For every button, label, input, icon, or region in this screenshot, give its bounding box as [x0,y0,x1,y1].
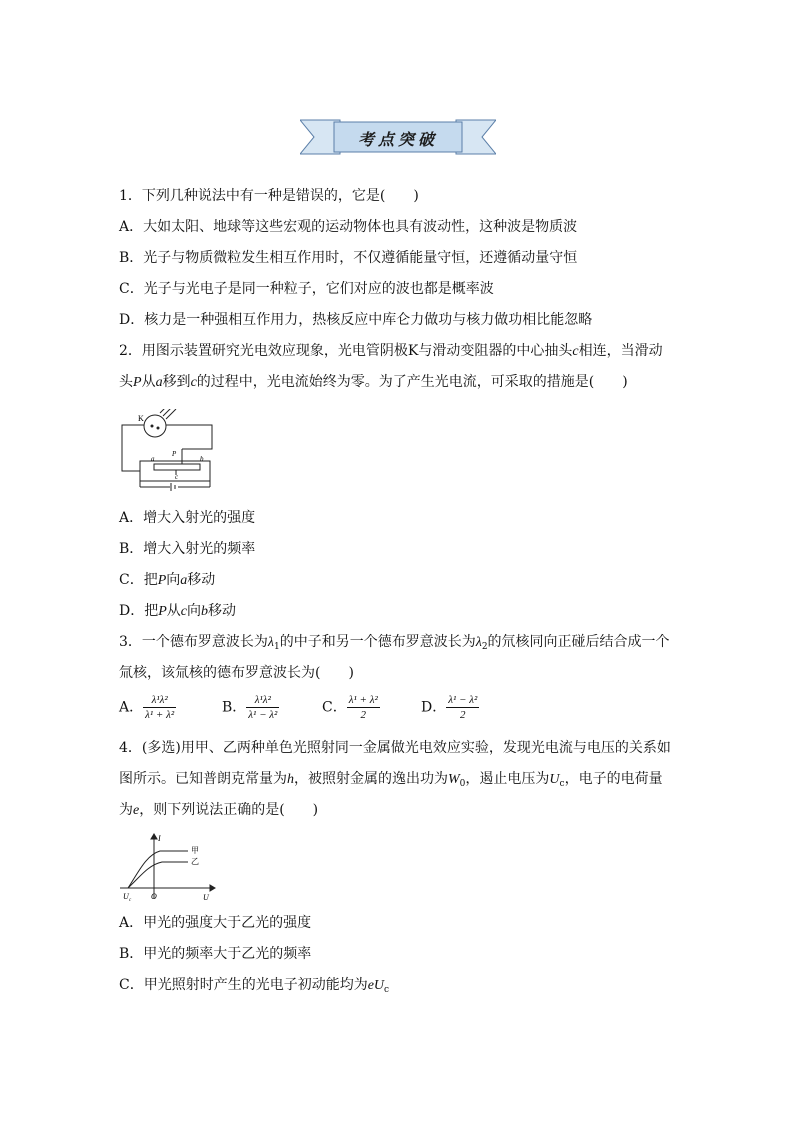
banner-title: 考点突破 [357,130,438,149]
q4-option-a: A．甲光的强度大于乙光的强度 [119,915,312,931]
q2-option-a: A．增大入射光的强度 [119,510,256,526]
label-a: a [151,455,155,463]
label-uc: U [123,892,129,901]
label-u: U [203,893,209,902]
q3-stem-line1: 3．一个德布罗意波长为$\lambda_1$的中子和另一个德布罗意波长为$\lambda_2$的氘核同向正碰后结合成一个 [119,634,670,652]
curve-yi [128,862,188,888]
q1-option-c: C．光子与光电子是同一种粒子，它们对应的波也都是概率波 [119,281,494,297]
current-voltage-graph [118,833,218,903]
q3-option-d: D． $\frac{\text{λ¹ − λ²}}{2}$ [421,694,478,721]
curve-jia [128,851,188,888]
q1-stem: 1．下列几种说法中有一种是错误的，它是( ) [119,188,419,204]
label-c: c [175,473,179,481]
q4-stem-line2: 图所示。已知普朗克常量为h，被照射金属的逸出功为$W_0$，遏止电压为$U_c$，电子的电荷量 [119,771,663,789]
label-i: I [158,834,161,843]
q2-option-c: C．把P向a移动 [119,572,216,588]
q1-option-a: A．大如太阳、地球等这些宏观的运动物体也具有波动性，这种波是物质波 [119,219,578,235]
photoelectric-circuit-diagram [118,409,218,497]
q3-stem-line2: 氚核，该氚核的德布罗意波长为( ) [119,665,354,681]
q1-option-d: D．核力是一种强相互作用力，热核反应中库仑力做功与核力做功相比能忽略 [119,312,593,328]
label-jia: 甲 [191,846,199,855]
label-k: K [138,414,144,423]
q4-stem-line3: 为e，则下列说法正确的是( ) [119,802,319,818]
section-banner [300,118,496,156]
q3-option-a: A． $\frac{\text{λ¹λ²}}{\text{λ¹ + λ²}}$ [119,694,175,721]
q4-stem-line1: 4．(多选)用甲、乙两种单色光照射同一金属做光电效应实验，发现光电流与电压的关系如 [119,740,671,756]
q2-stem-line1: 2．用图示装置研究光电效应现象，光电管阴极K与滑动变阻器的中心抽头c相连，当滑动 [119,343,663,359]
q4-option-b: B．甲光的频率大于乙光的频率 [119,946,312,962]
q1-option-b: B．光子与物质微粒发生相互作用时，不仅遵循能量守恒，还遵循动量守恒 [119,250,578,266]
label-uc-sub: c [129,898,132,903]
label-p: P [172,450,177,458]
q3-option-b: B． $\frac{\text{λ¹λ²}}{\text{λ¹ − λ²}}$ [222,694,278,721]
q2-option-d: D．把P从c向b移动 [119,603,237,619]
q2-option-b: B．增大入射光的频率 [119,541,256,557]
label-yi: 乙 [191,857,199,866]
label-b: b [200,455,204,463]
q4-option-c: C．甲光照射时产生的光电子初动能均为$eU_c$ [119,977,390,995]
q2-stem-line2: 头P从a移到c的过程中，光电流始终为零。为了产生光电流，可采取的措施是( ) [119,374,628,390]
label-origin: O [151,892,157,901]
q3-option-c: C． $\frac{\text{λ¹ + λ²}}{2}$ [322,694,378,721]
